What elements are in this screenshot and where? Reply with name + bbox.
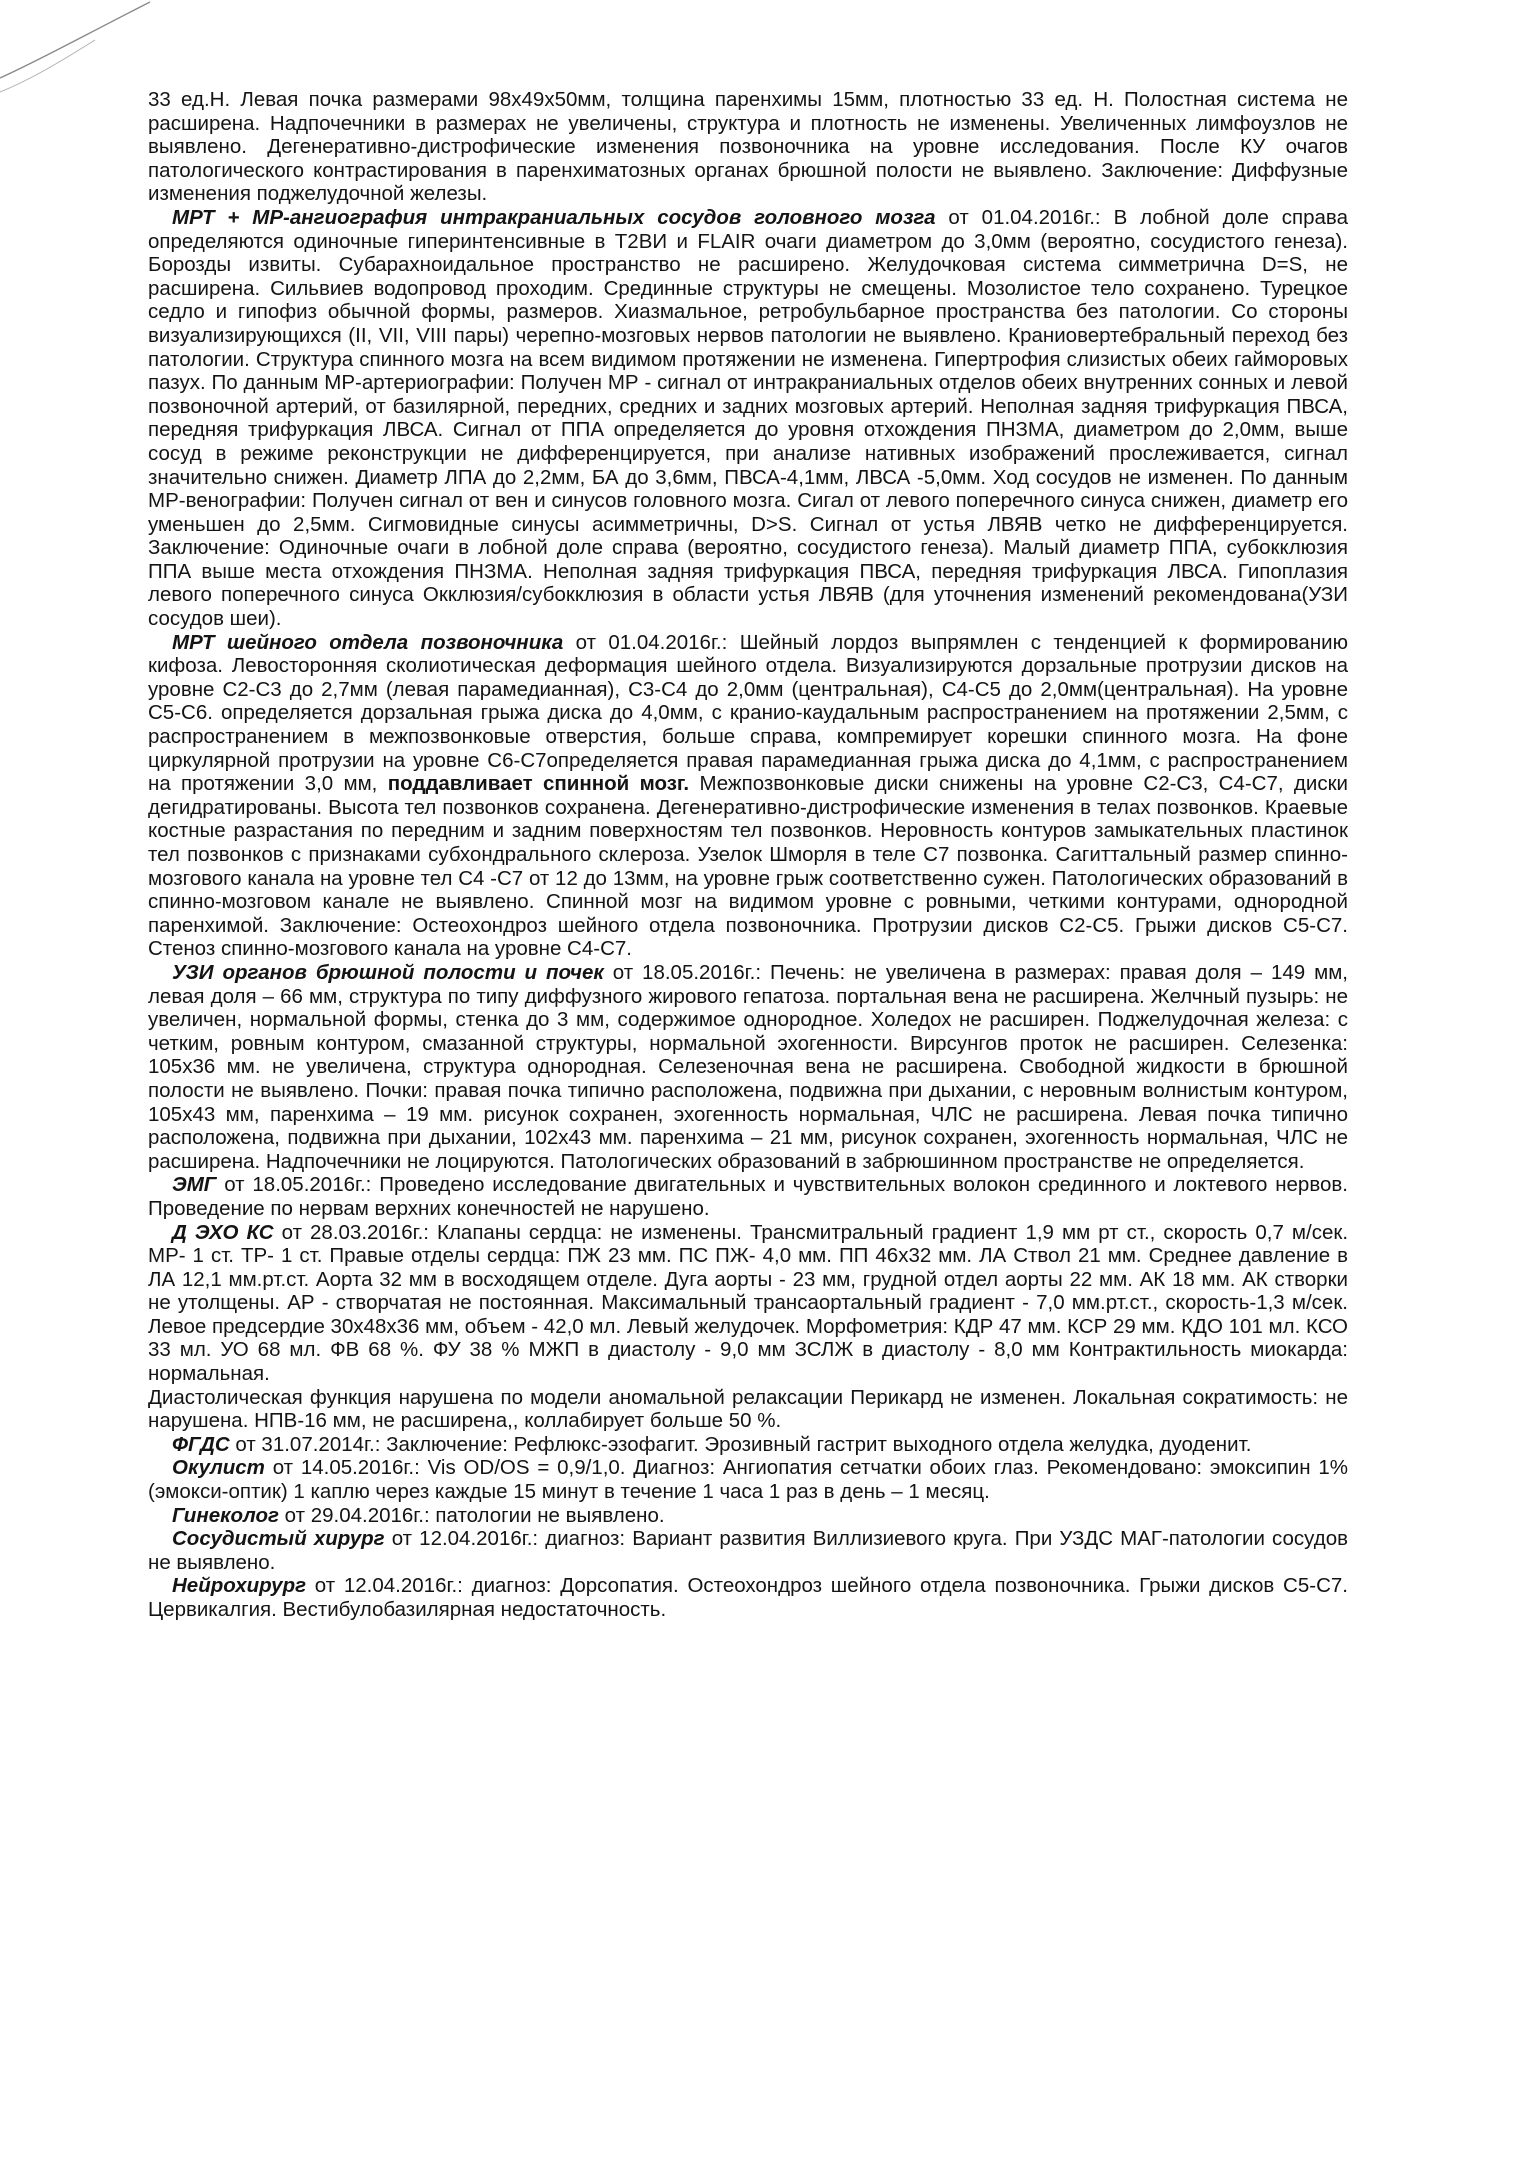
ophthalmologist-heading: Окулист xyxy=(172,1456,265,1480)
emg-date: от 18.05.2016г.: xyxy=(224,1173,372,1197)
section-emg xyxy=(148,1173,1348,1220)
fgds-date: от 31.07.2014г.: xyxy=(235,1432,381,1456)
gynecologist-date: от 29.04.2016г.: xyxy=(284,1503,430,1527)
section-ophthalmologist xyxy=(148,1456,1348,1503)
abdominal-ct-tail-text: 33 ед.Н. Левая почка размерами 98х49х50мм, толщина паренхимы 15мм, плотностью 33 ед. Н. Полостная система не расширена. Надпочечники в размерах не увеличены, структура и плотность не изменены. Увеличенных лимфоузлов не выявлено. Дегенеративно-дистрофические изменения позвоночника на уровне исследования. После КУ очагов патологического контрастирования в паренхиматозных органах брюшной полости не выявлено. Заключение: Диффузные изменения поджелудочной железы. xyxy=(148,88,1348,206)
neurosurgeon-date: от 12.04.2016г.: xyxy=(314,1574,463,1598)
mri-brain-heading: МРТ + МР-ангиография интракраниальных сосудов головного мозга xyxy=(172,205,936,229)
mri-cervical-text-2: Межпозвонковые диски снижены на уровне С2-С3, С4-С7, диски дегидратированы. Высота тел позвонков сохранена. Дегенеративно-дистрофические изменения в телах позвонков. Краевые костные разрастания по передним и задним поверхностям тел позвонков. Неровность контуров замыкательных пластинок тел позвонков с признаками субхондрального склероза. Узелок Шморля в теле С7 позвонка. Сагиттальный размер спинно-мозгового канала на уровне тел С4 -С7 от 12 до 13мм, на уровне грыж соответственно сужен. Патологических образований в спинно-мозговом канале не выявлено. Спинной мозг на видимом уровне с ровными, четкими контурами, однородной паренхимой. Заключение: Остеохондроз шейного отдела позвоночника. Протрузии дисков С2-С5. Грыжи дисков С5-С7. Стеноз спинно-мозгового канала на уровне С4-С7. xyxy=(148,772,1348,961)
emg-text: Проведено исследование двигательных и чувствительных волокон срединного и локтевого нервов. Проведение по нервам верхних конечностей не нарушено. xyxy=(148,1173,1348,1220)
section-echo-continued xyxy=(148,1386,1348,1433)
ophthalmologist-date: от 14.05.2016г.: xyxy=(272,1456,420,1480)
ophthalmologist-text: Vis OD/OS = 0,9/1,0. Диагноз: Ангиопатия сетчатки обоих глаз. Рекомендовано: эмоксипин 1% (эмокси-оптик) 1 каплю через каждые 15 минут в течение 1 часа 1 раз в день – 1 месяц. xyxy=(148,1456,1348,1504)
fgds-text: Заключение: Рефлюкс-эзофагит. Эрозивный гастрит выходного отдела желудка, дуоденит. xyxy=(386,1432,1252,1456)
vascular-surgeon-text: диагноз: Вариант развития Виллизиевого круга. При УЗДС МАГ-патологии сосудов не выявлено. xyxy=(148,1527,1349,1574)
emg-heading: ЭМГ xyxy=(172,1173,217,1197)
document-body xyxy=(148,88,1348,1622)
mri-brain-text: В лобной доле справа определяются одиночные гиперинтенсивные в T2ВИ и FLAIR очаги диаметром до 3,0мм (вероятно, сосудистого генеза). Борозды извиты. Субарахноидальное пространство не расширено. Желудочковая система симметрична D=S, не расширена. Сильвиев водопровод проходим. Срединные структуры не смещены. Мозолистое тело сохранено. Турецкое седло и гипофиз обычной формы, размеров. Хиазмальное, ретробульбарное пространства без патологии. Со стороны визуализирующихся (II, VII, VIII пары) черепно-мозговых нервов патологии не выявлено. Краниовертебральный переход без патологии. Структура спинного мозга на всем видимом протяжении не изменена. Гипертрофия слизистых обеих гайморовых пазух. По данным МР-артериографии: Получен МР - сигнал от интракраниальных отделов обеих внутренних сонных и левой позвоночной артерий, от базилярной, передних, средних и задних мозговых артерий. Неполная задняя трифуркация ПВСА, передняя трифуркация ЛВСА. Сигнал от ППА определяется до уровня отхождения ПНЗМА, диаметром до 2,0мм, выше сосуд в режиме реконструкции не дифференцируется, при анализе нативных изображений прослеживается, сигнал значительно снижен. Диаметр ЛПА до 2,2мм, БА до 3,6мм, ПВСА-4,1мм, ЛВСА -5,0мм. Ход сосудов не изменен. По данным МР-венографии: Получен сигнал от вен и синусов головного мозга. Сигал от левого поперечного синуса снижен, диаметр его уменьшен до 2,5мм. Сигмовидные синусы асимметричны, D>S. Сигнал от устья ЛВЯВ четко не дифференцируется. Заключение: Одиночные очаги в лобной доле справа (вероятно, сосудистого генеза). Малый диаметр ППА, субокклюзия ППА выше места отхождения ПНЗМА. Неполная задняя трифуркация ПВСА, передняя трифуркация ЛВСА. Гипоплазия левого поперечного синуса Окклюзия/субокклюзия в области устья ЛВЯВ (для уточнения изменений рекомендована(УЗИ сосудов шеи). xyxy=(148,205,1348,631)
section-mri-brain xyxy=(148,206,1348,631)
section-echo xyxy=(148,1221,1348,1386)
neurosurgeon-text: диагноз: Дорсопатия. Остеохондроз шейного отдела позвоночника. Грыжи дисков С5-С7. Цервикалгия. Вестибулобазилярная недостаточность. xyxy=(148,1574,1348,1621)
fgds-heading: ФГДС xyxy=(172,1432,230,1456)
gynecologist-heading: Гинеколог xyxy=(172,1503,279,1527)
section-fgds xyxy=(148,1433,1348,1457)
gynecologist-text: патологии не выявлено. xyxy=(435,1503,665,1527)
neurosurgeon-heading: Нейрохирург xyxy=(172,1574,307,1598)
section-neurosurgeon xyxy=(148,1574,1348,1621)
us-abdomen-heading: УЗИ органов брюшной полости и почек xyxy=(172,960,604,984)
echo-text-1: Клапаны сердца: не изменены. Трансмитральный градиент 1,9 мм рт ст., скорость 0,7 м/сек. МР- 1 ст. ТР- 1 ст. Правые отделы сердца: ПЖ 23 мм. ПС ПЖ- 4,0 мм. ПП 46х32 мм. ЛА Ствол 21 мм. Среднее давление в ЛА 12,1 мм.рт.ст. Аорта 32 мм в восходящем отделе. Дуга аорты - 23 мм, грудной отдел аорты 22 мм. АК 18 мм. АК створки не утолщены. АР - створчатая не постоянная. Максимальный трансаортальный градиент - 7,0 мм.рт.ст., скорость-1,3 м/сек. Левое предсердие 30х48х36 мм, объем - 42,0 мл. Левый желудочек. Морфометрия: КДР 47 мм. КСР 29 мм. КДО 101 мл. КСО 33 мл. УО 68 мл. ФВ 68 %. ФУ 38 % МЖП в диастолу - 9,0 мм ЗСЛЖ в диастолу - 8,0 мм Контрактильность миокарда: нормальная. xyxy=(148,1220,1349,1386)
us-abdomen-text: Печень: не увеличена в размерах: правая доля – 149 мм, левая доля – 66 мм, структура по типу диффузного жирового гепатоза. портальная вена не расширена. Желчный пузырь: не увеличен, нормальной формы, стенка до 3 мм, содержимое однородное. Холедох не расширен. Поджелудочная железа: с четким, ровным контуром, смазанной структуры, нормальной эхогенности. Вирсунгов проток не расширен. Селезенка: 105х36 мм. не увеличена, структура однородная. Селезеночная вена не расширена. Свободной жидкости в брюшной полости не выявлено. Почки: правая почка типично расположена, подвижна при дыхании, с неровным волнистым контуром, 105х43 мм, паренхима – 19 мм. рисунок сохранен, эхогенность нормальная, ЧЛС не расширена. Левая почка типично расположена, подвижна при дыхании, 102х43 мм. паренхима – 21 мм, рисунок сохранен, эхогенность нормальная, ЧЛС не расширена. Надпочечники не лоцируются. Патологических образований в забрюшинном пространстве не определяется. xyxy=(148,960,1348,1173)
section-vascular-surgeon xyxy=(148,1527,1348,1574)
mri-cervical-heading: МРТ шейного отдела позвоночника xyxy=(172,630,564,654)
section-gynecologist xyxy=(148,1504,1348,1528)
vascular-surgeon-date: от 12.04.2016г.: xyxy=(391,1527,539,1551)
mri-cervical-bold-phrase: поддавливает спинной мозг. xyxy=(387,772,690,796)
us-abdomen-date: от 18.05.2016г.: xyxy=(612,960,762,984)
mri-cervical-date: от 01.04.2016г.: xyxy=(575,630,728,654)
vascular-surgeon-heading: Сосудистый хирург xyxy=(172,1527,385,1551)
section-us-abdomen xyxy=(148,961,1348,1173)
echo-heading: Д ЭХО КС xyxy=(172,1220,274,1244)
echo-date: от 28.03.2016г.: xyxy=(281,1220,429,1244)
mri-cervical-text-1: Шейный лордоз выпрямлен с тенденцией к формированию кифоза. Левосторонняя сколиотическая деформация шейного отдела. Визуализируются дорзальные протрузии дисков на уровне С2-С3 до 2,7мм (левая парамедианная), С3-С4 до 2,0мм (центральная), С4-С5 до 2,0мм(центральная). На уровне С5-С6. определяется дорзальная грыжа диска до 4,0мм, с кранио-каудальным распространением на протяжении 2,5мм, с распространением в межпозвонковые отверстия, больше справа, компремирует корешки спинного мозга. На фоне циркулярной протрузии на уровне С6-С7определяется правая парамедианная грыжа диска до 4,1мм, с распространением на протяжении 3,0 мм, xyxy=(148,630,1348,796)
abdominal-ct-tail xyxy=(148,88,1348,206)
echo-text-2: Диастолическая функция нарушена по модели аномальной релаксации Перикард не изменен. Локальная сократимость: не нарушена. НПВ-16 мм, не расширена,, коллабирует больше 50 %. xyxy=(148,1385,1348,1433)
section-mri-cervical xyxy=(148,631,1348,961)
mri-brain-date: от 01.04.2016г.: xyxy=(948,205,1101,229)
